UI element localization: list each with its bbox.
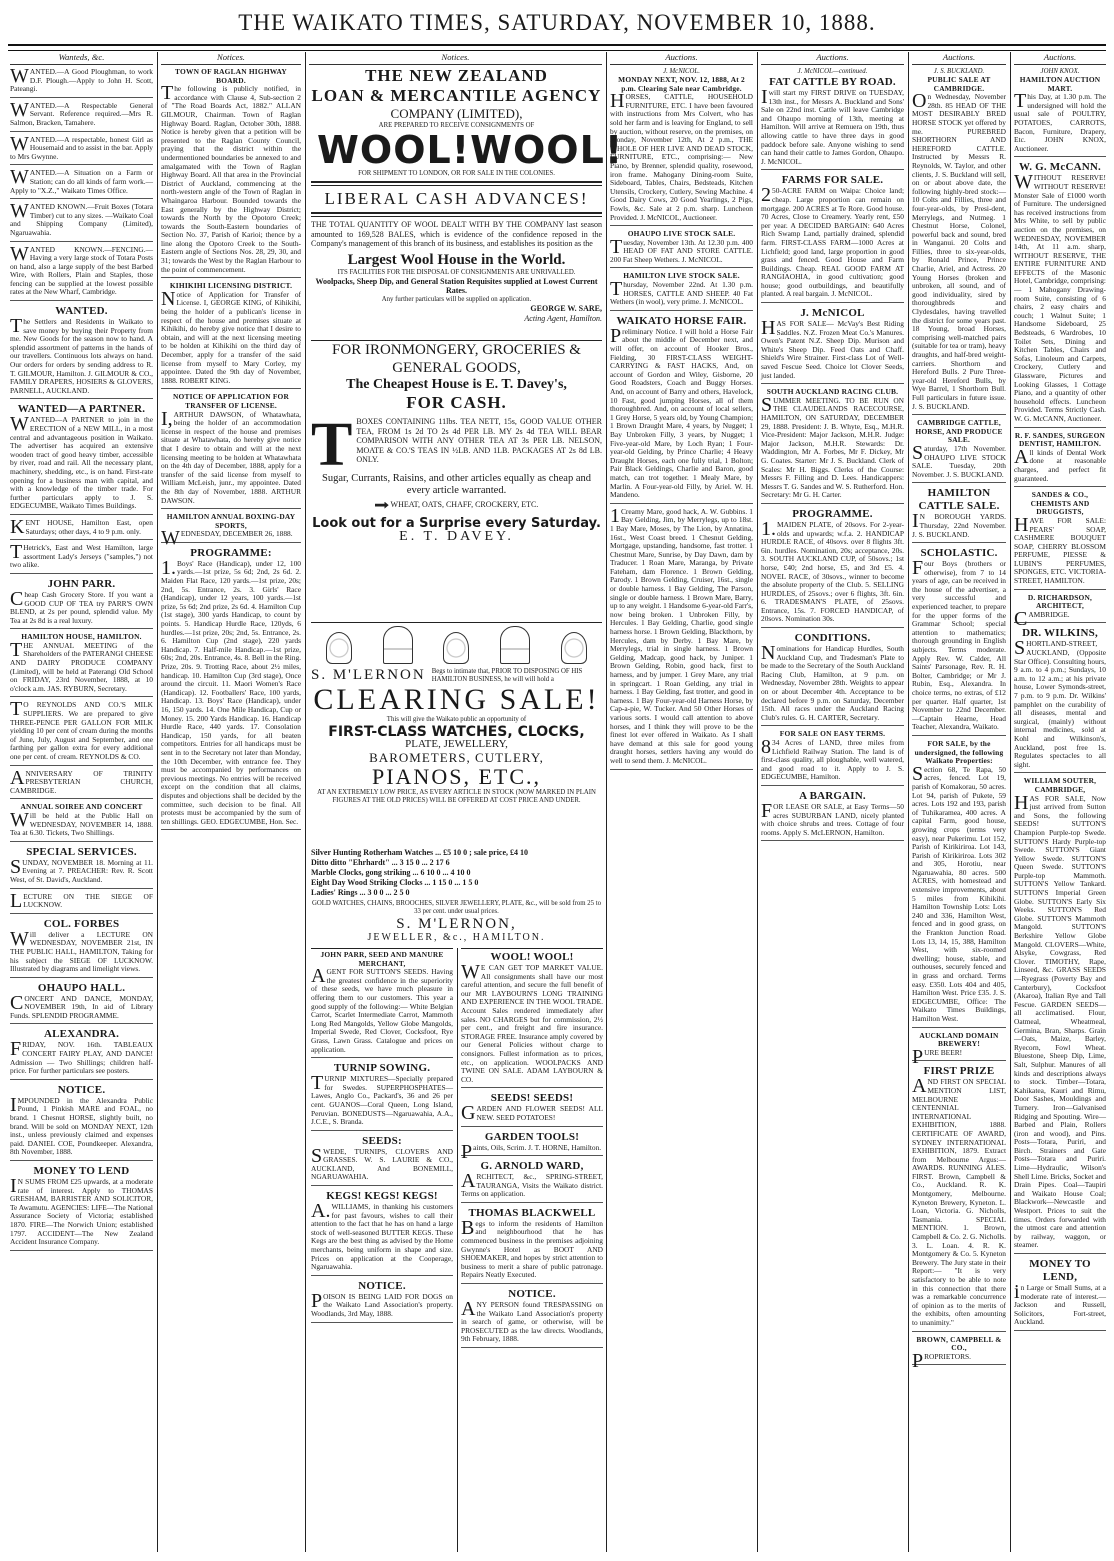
nz-further: Any further particulars will be supplied on application.	[381, 295, 532, 303]
auctioneer-name: J. McNICOL—continued.	[797, 68, 868, 75]
advert-body: Begs to inform the residents of Hamilton and neighbourhood that he has commenced business in the premises adjoining Gwynne's Hotel as BOOT AND SHOEMAKER, and hopes by strict attention to business to merit a share of public patronage. Repairs Neatly Executed.	[461, 1216, 603, 1280]
advert-title: ANNUAL SOIREE AND CONCERT	[20, 802, 143, 812]
advert-title: WANTED.	[55, 305, 108, 318]
advert-body: Notice of Application for Transfer of License. I, GEORGE KING, of Kihikihi, being the holder of a publican's license in respect of the house and premises situate at Kihikihi, do hereby give notice that I desire to obtain, and will at the next licensing meeting to be holden at Kihikihi on the third day of December, apply for a transfer of the said license from myself to Mary Corley, my appointee. Dated the 9th day of November, 1888. ROBERT KING.	[161, 287, 301, 385]
advertisement	[10, 515, 153, 540]
advert-title: TURNIP SOWING.	[333, 1062, 431, 1075]
ad-list	[610, 76, 753, 770]
advert-title: SEEDS! SEEDS!	[490, 1092, 574, 1105]
largest-wool-house: Largest Wool House in the World.	[347, 251, 566, 268]
mlernon-pianos: PIANOS, ETC.,	[371, 763, 541, 789]
watch-icon	[561, 632, 587, 664]
clearing-sale: CLEARING SALE!	[313, 683, 600, 716]
advert-title: OHAUPO LIVE STOCK SALE.	[627, 229, 736, 239]
column-auctions-continued	[761, 52, 904, 1552]
advert-body: WANTED KNOWN.—Fruit Boxes (Totara Timber) cut to any sizes. —Waikato Coal and Shipping Company (Limited), Ngaruawahia.	[10, 200, 153, 237]
advert-title: FARMS FOR SALE.	[781, 174, 884, 187]
advert-body: HORSES, CATTLE, HOUSEHOLD FURNITURE, ETC. I have been favoured with instructions from Mrs Colvert, who has sold her farm and is leaving for England, to sell by auction, without reserve, on the premises, on Monday, November 12th, At 2 p.m., THE WHOLE OF HER LIVE AND DEAD STOCK, FURNITURE, ETC., comprising:— New Piano, by Brenner, splendid quality, rosewood, iron frame. Mahogany Dining-room Suite, Sideboard, Tables, Chairs, Bedsteads, Kitchen Utensils, Crockery, Cutlery, Sewing Machine. 4 Good Dairy Cows, 20 Good Yearlings, 2 Pigs, Fowls, &c. Sale at 2 p.m. sharp. Luncheon Provided. J. McNICOL, Auctioneer.	[610, 90, 753, 222]
price-row: Ditto ditto "Ehrhardt" ... 3 15 0 ... 2 17 6	[311, 858, 450, 867]
advert-title: HAMILTON CATTLE SALE.	[918, 487, 1000, 513]
watch-icon	[443, 632, 469, 664]
advertisement	[10, 578, 153, 629]
advert-title: PUBLIC SALE AT CAMBRIDGE.	[927, 75, 991, 93]
column-auctions-buckland	[912, 52, 1006, 1552]
advert-title: R. F. SANDES, SURGEON DENTIST, HAMILTON.	[1014, 430, 1106, 449]
nz-shipment: FOR SHIPMENT TO LONDON, OR FOR SALE IN THE COLONIES.	[358, 170, 555, 177]
advertisement	[10, 698, 153, 765]
price-rows	[311, 848, 602, 898]
advertisement	[1014, 627, 1106, 773]
advert-title: MONDAY NEXT, NOV. 12, 1888, At 2 p.m. Clearing Sale near Cambridge.	[618, 75, 745, 93]
advert-body: IMPOUNDED in the Alexandra Public Pound, 1 Pinkish MARE and FOAL, no brand. 1 Chesnut HORSE, slightly built, no brand. Will be sold on MONDAY NEXT, 12th inst., unless previously claimed and expenses paid. DANIEL COE, Poundkeeper. Alexandra, 8th November, 1888.	[10, 1093, 153, 1157]
nz-woolpacks: Woolpacks, Sheep Dip, and General Station Requisites supplied at Lowest Current Rates.	[315, 276, 598, 296]
advertisement	[461, 1207, 603, 1284]
advertisement	[1014, 777, 1106, 1254]
advert-body: Saturday, 17th November. OHAUPO LIVE STOCK SALE. Tuesday, 20th November. J. S. BUCKLAND.	[912, 441, 1006, 479]
advertisement	[10, 541, 153, 574]
advert-title: WILLIAM SOUTER, CAMBRIDGE,	[1023, 776, 1097, 794]
liberal-advances: LIBERAL CASH ADVANCES!	[324, 189, 589, 208]
advert-title: G. ARNOLD WARD,	[480, 1160, 584, 1173]
advertisement	[912, 1065, 1006, 1331]
column-rule	[157, 52, 158, 1552]
column-rule	[606, 52, 607, 1552]
advertisement	[761, 388, 904, 504]
advertisement	[912, 547, 1006, 736]
advert-body: 250-ACRE FARM on Waipa: Choice land; cheap. Large proportion can remain on mortgage. 200 ACRES at Te Rore. Good house. 70 Acres, Close to Creamery. Yearly rent, £50 per year. A DECIDED BARGAIN: 640 Acres Rich Swamp Land, partially drained, splendid farm. FIRST-CLASS FARM—1000 Acres at Lichfield; good land, large proportion in good grass and fenced. Good House and Farm Buildings. Cheap. REAL GOOD FARM AT RANGIAOHIA, in good cultivation; good house; good outbuildings, and beautifully planted. A real bargain. J. McNICOL.	[761, 184, 904, 299]
nz-prepared: ARE PREPARED TO RECEIVE CONSIGNMENTS OF	[378, 122, 535, 129]
drop-cap-t: T	[311, 411, 353, 479]
column-notices	[161, 52, 301, 1552]
advertisement	[610, 272, 753, 310]
auctioneer-name: JOHN KNOX.	[1040, 68, 1080, 75]
ad-list	[761, 76, 904, 841]
advertisement	[912, 740, 1006, 1028]
mlernon-reduction: AT AN EXTREMELY LOW PRICE, AS EVERY ARTICLE IN STOCK (NOW MARKED IN PLAIN FIGURES AT THE OLD PRICES) WILL BE OFFERED AT COST PRICE AND UNDER.	[317, 788, 596, 804]
advertisement	[10, 1028, 153, 1079]
nz-signature: GEORGE W. SARE,	[530, 303, 602, 313]
davey-ironmongery: FOR IRONMONGERY, GROCERIES & GENERAL GOODS,	[332, 342, 581, 376]
column-heading: Wanteds, &c.	[10, 52, 153, 65]
advert-title: DR. WILKINS,	[1022, 627, 1098, 640]
advert-title: JOHN PARR, SEED AND MANURE MERCHANT,	[320, 950, 444, 968]
advert-title: ALEXANDRA.	[43, 1028, 120, 1041]
nz-signature-title: Acting Agent, Hamilton.	[524, 313, 602, 323]
advertisement	[10, 242, 153, 302]
advert-body: Nominations for Handicap Hurdles, South Auckland Cup, and Tradesman's Plate to be made to the Secretary of the South Auckland Racing Club, Hamilton, at 9 p.m. on Wednesday, November 28th. Weights to appear on or about December 4th. Acceptance to be declared before 9 p.m. on Saturday, December 15th. All races under the Auckland Racing Club's rules. G. H. CARTER, Secretary.	[761, 642, 904, 722]
column-rule	[305, 52, 306, 1552]
advertisement	[761, 307, 904, 384]
nz-company: COMPANY (LIMITED),	[390, 106, 523, 121]
advert-body: WITHOUT RESERVE! WITHOUT RESERVE! Monster Sale of £1000 worth of Furniture. The undersigned has received instructions from Mrs White, to sell by public auction on the premises, on WEDNESDAY, NOVEMBER 14th, At 11 a.m. sharp, WITHOUT RESERVE, THE ENTIRE FURNITURE AND EFFECTS of the Masonic Hotel, Cambridge, comprising:— 1 Mahogany Drawing-room Suite, consisting of 6 chairs, 2 easy chairs and couch; 1 Walnut Suite; 1 Handsome Sideboard, 25 Bedsteads, 6 Wardrobes, 10 Toilet Sets, Dining and Kitchen Tables, Chairs and Sofas, Linoleum and Carpets, Crockery, Cutlery and Glassware, Pictures and Looking Glasses, 1 Cottage Piano, and a quantity of other household effects. Luncheon Provided. Terms Strictly Cash. W. G. McCANN, Auctioneer.	[1014, 171, 1106, 423]
nz-facilities: ITS FACILITIES FOR THE DISPOSAL OF CONSIGNMENTS ARE UNRIVALLED.	[337, 268, 576, 276]
advert-body: 1Creamy Mare, good hack, A. W. Gubbins. 1 Bay Gelding, Jim, by Merrylegs, up to 18st. 1 Bay Mare, Moses, by The Lion, by Annatina, 16st., West Coast breed. 1 Chesnut Gelding, Mortgage, upstanding, handsome, fast trotter. 1 Chestnut Mare, Sunrise, by Day Dawn, dam by Traducer. 1 Roan Mare, Maranga, by Private Fateham, dam Florence. 1 Brown Gelding, Parody. 1 Brown Gelding, Cruiser, 16st., single or double harness. 1 Bay Gelding, The Parson, single or double harness. 1 Brown Mare, Barry, up to any weight. 1 Handsome 6-year-old Farr's, now being broken. 1 Unbroken Filly, by Hercules. 1 Bay Gelding, Charlie, good single harness horse. 1 Brown Gelding, Blackthorn, by Hercules, dam by Derby. 1 Bay Mare, by Merrylegs, trial in single harness. 1 Brown Gelding, Madcap, good hack, by Juniper. 1 Brown Gelding, Robin, good hack, first to harness, and by jumper. 1 Grey Mare, any trial in springcart. 1 Roan Gelding, any trial in harness. 1 Bay Gelding, fast trotter, and good in harness. 1 Bay Four-year-old Harness Horse, by Cap-a-pie, W. Tucker. And 50 Other Horses of various sorts. I would call attention to above horses, and I think they will prove to be the finest lot ever offered in Waikato. As I shall have demand at this sale for good young draught horses, settlers having any would do well to send them. J. McNICOL.	[610, 504, 754, 765]
ad-list	[912, 75, 1006, 1372]
advert-title: SPECIAL SERVICES.	[26, 845, 137, 858]
advert-body: 1.MAIDEN PLATE, of 20sovs. For 2-year-olds and upwards; w.f.a. 2. HANDICAP HURDLE RACE, of 40sovs. over 8 flights 3ft. 6in. hurdles. Nomination, 20s; acceptance, 20s. 3. SOUTH AUCKLAND CUP, of 50sovs.; 1st horse, £40; 2nd horse, £5, and 3rd £5. 4. NOVEL RACE, of 30sovs., winner to become the absolute property of the Club. 5. SELLING HURDLES, of 25sovs.; over 6 flights, 3ft. 6in. 6. TRADESMAN'S PLATE, of 25sovs. Entrance, 15s. 7. FORCED HANDICAP, of 20sovs. Nomination 30s.	[761, 517, 904, 624]
advert-body: AND FIRST ON SPECIAL MENTION LIST, MELBOURNE CENTENNIAL INTERNATIONAL EXHIBITION, 1888. CERTIFICATE OF AWARD, SYDNEY INTERNATIONAL EXHIBITION, 1879. Extract from Melbourne Argus:— AWARDS. RUNNING ALES. FIRST. Brown, Campbell & Co., Auckland. R. K. Montgomery, Melbourne. Kyneton Brewery, Kyneton. L. Loan, Victoria. G. Nicholls, Tasmania. SPECIAL MENTION. 1. Brown, Campbell & Co. 2. G. Nicholls. 3. L. Loan. 4. R. K. Montgomery & Co. 5. Kyneton Brewery. The Jury state in their Report:— "It is very satisfactory to be able to note in this connection that there was a remarkable concurrence of opinion as to the merits of the exhibits, often amounting to unanimity."	[912, 1075, 1006, 1327]
advert-body: WANTED.—A Good Ploughman, to work D.F. Plough.—Apply to John H. Scott, Pateangi.	[10, 65, 153, 94]
advertisement	[912, 1030, 1006, 1068]
advert-body: in Large or Small Sums, at a moderate rate of interest.—Jackson and Russell, Solicitors, Fort-street, Auckland.	[1014, 1281, 1106, 1327]
mlernon-begs: Begs to intimate that, PRIOR TO DISPOSING OF HIS HAMILTON BUSINESS, he will will hold a	[431, 667, 583, 683]
advertisement	[311, 951, 453, 1058]
advert-body: ARCHITECT, &c., SPRING-STREET, TAURANGA, Visits the Waikato district. Terms on application.	[461, 1170, 603, 1199]
advert-body: I,ARTHUR DAWSON, of Whatawhata, being the holder of an accommodation license in respect of the house and premises situate at Whatawhata, do hereby give notice that I desire to obtain and will at the next licensing meeting to be holden at Whatawhata on the 4th day of December, 1888, apply for a transfer of the said license from myself to William McLeish, junr., my appointee. Dated the 8th day of November, 1888. ARTHUR DAWSON.	[161, 407, 301, 505]
advert-body: TO REYNOLDS AND CO.'S MILK SUPPLIERS. We are prepared to give THREE-PENCE PER GALLON FOR MILK yielding 10 per cent of cream during the months of June, July, August and September, and one farthing per gallon extra for every additional one per cent. of cream. REYNOLDS & CO.	[10, 698, 153, 761]
nz-loan-advert	[311, 66, 624, 336]
advertisement	[10, 403, 153, 515]
advert-title: JOHN PARR.	[47, 577, 116, 590]
davey-cheapest: The Cheapest House is E. T. Davey's,	[346, 377, 567, 392]
column-rule	[457, 948, 458, 1552]
mlernon-signature: S. M'LERNON,	[396, 916, 517, 932]
advert-body: POISON IS BEING LAID FOR DOGS on the Waikato Land Association's property. Woodlands, 3rd May, 1888.	[311, 1289, 453, 1318]
advert-title: FIRST PRIZE	[923, 1065, 995, 1078]
advertisement	[610, 230, 753, 268]
advert-body: WANTED—A PARTNER to join in the ERECTION of a NEW MILL, in a most central and advantageous position in Waikato. The advertiser has acquired an extensive wooden tract of good heavy timber, accessible by river, road and rail. All the necessary plant, machinery, shedding, etc., is on hand. First-rate opening for a business man with capital, and with a knowledge of the timber trade. For further particulars apply to J. S. EDGECUMBE, Waikato Times Buildings.	[10, 413, 153, 511]
advert-body: Preliminary Notice. I will hold a Horse Fair about the middle of December next, and will offer, on account of Hooker Bros., Fielding, 30 FIRST-CLASS WEIGHT-CARRYING & FAST HACKS, And, on account of Gordon and Wiley, Gisborne, 20 Good Roadsters, Coach and Buggy Horses. And, on account of Barry and others, Havelock, 10 Fast, good jumping Horses, all of them thoroughbred. And, on account of local sellers, 1 Grey Horse, 5 years old, by Young Champion; 1 Brown Draught Mare, 4 years, by Nugget; 1 Bay Unbroken Filly, 3 years, by Nugget; 1 Five-year-old Mare, by Loch Ryan; 1 Four-year-old Gelding, by Prince Charlie; 4 Heavy Draught Horses, each one fully trial, 1 Bolton; Pair Black Geldings, Charlie and Baron, good match, can trot together. 1 Mealy Mare, by Marlin. A Four-year-old Filly, by Ariel. W. H. Mandeno.	[610, 324, 753, 500]
advert-body: A.WILLIAMS, in thanking his customers for past favours, wishes to call their attention to the fact that he has on hand a large stock of well-seasoned BUTTER KEGS. These Kegs are the best thing as advised by the Home merchants, being uniform in shape and size. Prices on application at the Cooperage, Ngaruawahia.	[311, 1200, 453, 1272]
advert-body: THE ANNUAL MEETING of the Shareholders of the PATERANGI CHEESE AND DAIRY PRODUCE COMPANY (Limited), will be held at Paterangi Old School on FRIDAY, 23rd November, 1888, at 10 o'clock a.m. JAS. RYBURN, Secretary.	[10, 638, 153, 693]
price-row: Marble Clocks, gong striking ... 6 10 0 ... 4 10 0	[311, 868, 471, 877]
advert-title: TOWN OF RAGLAN HIGHWAY BOARD.	[175, 67, 287, 85]
mlernon-plate: PLATE, JEWELLERY,	[405, 738, 508, 750]
advert-body: CONCERT AND DANCE, MONDAY, NOVEMBER 19th, In aid of Library Funds. SPLENDID PROGRAMME.	[10, 991, 153, 1020]
advert-body: PURE BEER!	[912, 1045, 963, 1068]
davey-for-cash: FOR CASH.	[406, 393, 507, 412]
advertisement	[10, 132, 153, 166]
ad-list	[1014, 76, 1106, 1331]
advert-body: ANY PERSON found TRESPASSING on the Waikato Land Association's property in search of game, or otherwise, will be PROSECUTED as the law directs. Woodlands, 9th February, 1888.	[461, 1298, 603, 1344]
advertisement	[461, 1092, 603, 1126]
mlernon-name: S. M'LERNON	[311, 667, 426, 683]
advert-body: WANTED KNOWN.—FENCING.—Having a very large stock of Totara Posts on hand, also a large supply of the best Barbed Wire, with Rollers, Plain and Staples, those fencing can be supplied at the lowest possible rates at the New Wharf, Cambridge.	[10, 242, 153, 297]
advert-body: KENT HOUSE, Hamilton East, open Saturdays; other days, 4 to 9 p.m. only.	[10, 515, 153, 538]
advert-body: Tuesday, November 13th. At 12.30 p.m. 400 HEAD OF FAT AND STORE CATTLE. 200 Fat Sheep Wethers. J. McNICOL.	[610, 235, 753, 264]
watches-illustration	[311, 626, 602, 664]
advert-body: CAMBRIDGE.	[1014, 607, 1070, 630]
davey-body: BOXES CONTAINING 11lbs. TEA NETT, 15s, GOOD VALUE OTHER TEA, FROM 1s 2d TO 2s 4d PER LB. MY 2s 4d TEA WILL BEAR COMPARISON WITH ANY OTHER TEA AT 3s PER LB. NELSON, MOATE & CO.'S TEAS IN ½LB. AND 1LB. PACKAGES AT 2s 8d LB. ONLY.	[356, 417, 602, 465]
advertisement	[461, 951, 603, 1088]
davey-signature: E. T. DAVEY.	[399, 528, 514, 544]
advert-body: HAS FOR SALE, Now just arrived from Sutton and Sons, the following SEEDS! SUTTON'S Champion Purple-top Swede. SUTTON'S Hardy Purple-top Swede. SUTTON'S Giant Yellow Swede. SUTTON'S Queen Swede. SUTTON'S Purple-top Mammoth. SUTTON'S Yellow Tankard. SUTTON'S Imperial Green Globe. SUTTON'S Early Six Weeks. SUTTON'S Red Globe. SUTTON'S Mammoth Mangold. SUTTON'S Berkshire Yellow Globe Mangold. CLOVERS—White, Alsyke, Cowgrass, Red Clover. TIMOTHY, Rape, Linseed, &c. GRASS SEEDS—Ryegrass (Poverty Bay and Canterbury), Cocksfoot (Akaroa), Italian Rye and Tall Fescue. GARDEN SEEDS—all acclimatised. Flour, Oatmeal, Wheatmeal, Germina, Bran, Sharps. Grain—Oats, Maize, Barley, Ryecorn, Fowl Wheat. Bluestone, Sheep Dip, Lime, Salt, Sulphur. Manures of all kinds and descriptions always to stock. Timber—Totara, Kahikatea, Kauri and Rimu, Door Sashes, Mouldings and Turnery. Iron—Galvanised Ridging and Spouting. Wire—Barbed and Plain, Rollers (iron and wood), and Pins. Posts—Totara, Puriri, and Birch. Strainers and Gate Posts—Totara and Puriri. Lime—Hydraulic, Wilson's Shell Lime. Bricks, Socket and Drain Pipes. Coal—Taupiri and Waikato House Coal; Blackwork—Newcastle and Westport. Prices to suit the times. Orders forwarded with the utmost care and attention by railway, waggon, or steamer.	[1014, 791, 1106, 1250]
advertisement	[311, 1135, 453, 1186]
advertisement	[1014, 592, 1106, 630]
advert-body: 1.Boys' Race (Handicap), under 12, 100 yards.—1st prize, 5s 6d; 2nd, 2s 6d. 2. Maiden Flat Race, 120 yards.—1st prize, 20s; 2nd, 5s. Entrance, 2s. 3. Girls' Race (Handicap), under 12 years, 100 yards.—1st prize, 5s 6d; 2nd prize, 2s 6d. 4. Hamilton Cup (1st stage), 300 yards Handicap, to count by points. 5. Handicap Hurdle Race, 120yds, 6 hurdles.—1st prize, 20s; 2nd, 5s. Entrance, 2s. 6. Hamilton Cup (2nd stage), 220 yards Handicap. 7. Half-mile Handicap.—1st prize, 60s; 2nd, 20s. Entrance, 4s. 8. Bell in the Ring. Prize, 20s. 9. Trotting Race, about 2½ miles, handicap. 10. Hamilton Cup (3rd stage), Once around the circuit. 11. Maori Women's Race (Handicap). 12. Footballers' Race, 100 yards, Handicap. 13. Boys' Race (Handicap), under 16, 150 yards. 14. One Mile Handicap, Cup or Money. 15. 200 Yards Handicap. 16. Handicap Hurdle Race, 440 yards. 17. Consolation Handicap, 150 yards, for all beaten competitors. Entries for all handicaps must be sent in to the Secretary not later than Monday, the 10th December, with entrance fee. They must be accompanied by performances on previous meetings. No entries will be received except on the condition that all claims, disputes and objections shall be decided by the committee, such decision to be final. All protests must be accompanied by the sum of ten shillings. GEO. EDGECUMBE, Hon. Sec.	[161, 556, 301, 826]
advertisement	[161, 282, 301, 389]
advertisement	[912, 487, 1006, 543]
advert-title: MONEY TO LEND	[33, 1165, 130, 1177]
advert-title: GARDEN TOOLS!	[484, 1130, 580, 1143]
mlernon-opportunity: This will give the Waikato public an opportunity of	[386, 716, 527, 723]
mlernon-address: JEWELLER, &c., HAMILTON.	[367, 932, 546, 943]
masthead: THE WAIKATO TIMES, SATURDAY, NOVEMBER 10, 1888.	[238, 10, 876, 35]
advert-title: WOOL! WOOL!	[490, 951, 574, 963]
advert-body: Cheap Cash Grocery Store. If you want a GOOD CUP OF TEA try PARR'S OWN BLEND, at 2s per pound, splendid value. My Tea at 2s 8d is a real luxury.	[10, 587, 153, 625]
advert-body: 834 Acres of LAND, three miles from Lichfield Railway Station. The land is of first-class quality, all ploughable, well watered, and good road to it. Apply to J. S. EDGECUMBE, Hamilton.	[761, 736, 904, 782]
advert-body: SUNDAY, NOVEMBER 18. Morning at 11. Evening at 7. PREACHER: Rev. R. Scott West, of St. David's, Auckland.	[10, 855, 153, 884]
advertisement	[10, 918, 153, 978]
column-seeds	[311, 948, 453, 1555]
advert-body: WANTED.—A Respectable General Servant. Reference required.—Mrs R. Salmon, Bracken, Tamahere.	[10, 98, 153, 127]
advert-title: HAMILTON AUCTION MART.	[1019, 75, 1101, 93]
pointing-hand-icon	[375, 502, 389, 509]
advertisement	[761, 790, 904, 841]
advertisement	[912, 76, 1006, 415]
column-auctions-mcnicol	[610, 52, 753, 1552]
advert-body: LECTURE ON THE SIEGE OF LUCKNOW.	[10, 889, 153, 912]
advert-body: Will be held at the Public Hall on WEDNESDAY, NOVEMBER 14, 1888. Tea at 6.30. Tickets, Two Shillings.	[10, 808, 153, 838]
advertisement	[10, 633, 153, 697]
advert-body: AGENT FOR SUTTON'S SEEDS. Having the greatest confidence in the superiority of these seeds, we have much pleasure in offering them to our customers. This year a good supply of the following:— White Belgian Carrot, Scarlet Intermediate Carrot, Mammoth Long Red Mangolds, Yellow Globe Mangolds, Imperial Swede, Red Clover, Cocksfoot, Rye Grass, Lawn Grass. Catalogue and prices on application.	[311, 965, 453, 1054]
advertisement	[10, 166, 153, 199]
auctioneer-name: J. McNICOL.	[663, 68, 700, 75]
advertisement	[610, 315, 753, 504]
advert-title: AUCKLAND DOMAIN BREWERY!	[919, 1030, 999, 1049]
advertisement	[1014, 76, 1106, 157]
advertisement	[761, 76, 904, 170]
price-row: Eight Day Wood Striking Clocks ... 1 15 0 ... 1 5 0	[311, 878, 479, 887]
advert-body: GARDEN AND FLOWER SEEDS! ALL NEW. SEED POTATOES!	[461, 1102, 603, 1125]
advert-title: PROGRAMME.	[792, 507, 873, 520]
advert-title: NOTICE.	[57, 1083, 106, 1096]
advert-title: COL. FORBES	[43, 917, 120, 930]
advert-body: PROPRIETORS.	[912, 1349, 972, 1372]
ad-list	[10, 65, 153, 1251]
advertisement	[1014, 161, 1106, 427]
column-heading: Notices.	[161, 52, 301, 65]
column-heading: Auctions.	[912, 52, 1006, 65]
advert-body: Thursday, November 22nd. At 1.30 p.m. HORSES, CATTLE AND SHEEP. 40 Fat Wethers (in wool), very prime. J. McNICOL.	[610, 278, 753, 307]
advert-title: CAMBRIDGE CATTLE, HORSE, AND PRODUCE SALE.	[915, 418, 1003, 445]
column-heading: Auctions.	[761, 52, 904, 65]
mlernon-advert	[311, 622, 602, 848]
column-rule	[908, 52, 909, 1552]
advert-body: All kinds of Dental Work done at reasonable charges, and perfect fit guaranteed.	[1014, 445, 1106, 483]
advert-body: SHORTLAND-STREET, AUCKLAND, (Opposite Star Office). Consulting hours, 9 a.m. to 4 p.m.; Sundays, 10 a.m. to 12 a.m.; at his private house, Lower Symonds-street, 7 p.m. to 9 p.m. Dr. Wilkins' pamphlet on the curability of all diseases, mental and surgical, (mainly) without internal medicines, sold at Kohl and Wilkinson's, Auckland, post free 1s. Regulates spectacles to all sight.	[1014, 637, 1106, 769]
advert-title: FAT CATTLE BY ROAD.	[769, 76, 896, 88]
price-row: Silver Hunting Rotherham Watches ... £5 10 0 ; sale price, £4 10	[311, 848, 529, 857]
nz-body: THE TOTAL QUANTITY OF WOOL DEALT WITH BY THE COMPANY last season amounted to 169,528 BALES, which is evidence of the confidence reposed in the Company's management of this branch of its business, and establishes its position as the	[311, 220, 602, 249]
advert-body: SUMMER MEETING. TO BE RUN ON THE CLAUDELANDS RACECOURSE, HAMILTON, ON SATURDAY, DECEMBER 29, 1888. President: J. B. Whyte, Esq., M.H.R. Vice-President: Major Jackson, M.H.R. Judge: Major Jackson, M.H.R. Stewards: Dr. Waddington, Mr A. Forbes, Mr F. Dickey, Mr G. Coates. Starter: Mr J. S. Buckland. Clerk of Scales: Mr H. Biggs. Clerks of the Course: Messrs F. Filling and D. Lees. Handicappers: Messrs T. G. Sandes and W. S. Rutherford. Hon. Secretary: Mr G. H. Carter.	[761, 393, 905, 500]
nz-title-2: LOAN & MERCANTILE AGENCY	[311, 86, 602, 105]
advertisement	[10, 200, 153, 241]
advert-body: On Wednesday, November 28th. 85 HEAD OF THE MOST DESIRABLY BRED HORSE STOCK yet offered by me. PUREBRED SHORTHORN AND HEREFORD CATTLE. Instructed by Messrs R. Reynolds, W. Taylor, and other clients, J. S. Buckland will sell, on or about above date, the following highly-bred stock:— 10 Colts and Fillies, three and four-year-olds, by Presi-dent, Merrylegs, and Nutmeg. 1 Chestnut Horse, Colonel, powerful back and sound, bred in Wanganui. 20 Colts and Fillies, three to six-year-olds, by Ronald Prince, Prince Charlie, Ariel, and Actress. 20 Young Horses (broken and unbroken, all sound, and of good individuality, sired by thoroughbreds and Clydesdales, having travelled the district for some years past. 18 Young, broad Horses, comprising well-matched pairs (suitable for tea or tram), heavy draughts, and half-bred weight-carriers. Shorthorn and Hereford Bulls. 2 Pure Three-year-old Hereford Bulls, by Wye Barrel, 1 Shorthorn Bull. Full particulars in future issue. J. S. BUCKLAND.	[912, 90, 1006, 411]
advert-body: THetrick's, East and West Hamilton, large assortment Lady's Jerseys ("samples,") not two alike.	[10, 541, 153, 570]
advertisement	[161, 512, 301, 550]
advertisement	[10, 846, 153, 889]
advert-body: WANTED.—A Situation on a Farm or Station; can do all kinds of farm work.—Apply to "X.Z.," Waikato Times Office.	[10, 166, 153, 195]
column-wool-seeds	[461, 948, 603, 1555]
mlernon-watches: FIRST-CLASS WATCHES, CLOCKS,	[328, 724, 585, 740]
advertisement	[161, 547, 301, 830]
advert-body: IN SUMS FROM £25 upwards, at a moderate rate of interest. Apply to THOMAS GRESHAM, BARRISTER AND SOLICITOR, Te Awamutu. AGENCIES: LIFE—The National Assurance Society of Victoria; established 1870. FIRE—The Norwich Union; established 1797. ACCIDENT—The New Zealand Accident Insurance Company.	[10, 1175, 153, 1247]
davey-lookout: Look out for a Surprise every Saturday.	[312, 515, 601, 531]
advertisement	[610, 76, 753, 226]
price-row: Ladies' Rings ... 3 0 0 ... 2 5 0	[311, 888, 410, 897]
advert-title: FOR SALE ON EASY TERMS.	[779, 729, 886, 739]
advertisement	[10, 305, 153, 399]
column-heading: Auctions.	[610, 52, 753, 65]
advertisement	[10, 889, 153, 914]
advert-body: The following is publicly notified, in accordance with Clause 4, Sub-section 2 of "The Road Boards Act, 1882." ALLAN GILMOUR, Chairman. Town of Raglan Highway Board. Raglan, October 30th, 1888. Notice is hereby given that a petition will be presented to the Raglan County Council, praying that the district within the undermentioned boundaries be annexed to and amalgamated with the Town of Raglan Highway Board. All that area in the Provincial District of Auckland, commencing at the north-western angle of the Town of Raglan in Whaingaroa Harbour. Bounded towards the East generally by the Highway District; towards the North by the Opotoro Creek; towards the South-Eastern boundaries of Section No. 37, Parish of Karioi; thence by a line along the Opotoro Creek to the South-Eastern angle of Sections Nos. 28, 29, 30, and 31; towards the West by the Raglan Harbour to the point of commencement.	[161, 82, 301, 274]
advert-body: HAVE FOR SALE: PEARS' SOAP, CASHMERE BOUQUET SOAP, CHERRY BLOSSOM PERFUME, PIESSE & LUBIN'S PERFUMES, SPONGES, ETC. VICTORIA-STREET, HAMILTON.	[1014, 513, 1106, 586]
clock-icon	[383, 626, 413, 664]
davey-wheat: WHEAT, OATS, CHAFF, CROCKERY, ETC.	[390, 500, 539, 509]
column-rule	[1010, 52, 1011, 1552]
advert-body: TURNIP MIXTURES—Specially prepared for Swedes. SUPERPHOSPHATES—Lawes, Anglo Co., Packard's, 36 and 26 per cent. GUANOS—Coral Queen, Long Island, Peruvian. BONEDUSTS—Ngaruawahia, A.A., J.C.E., S. Branda.	[311, 1072, 453, 1127]
advert-title: NOTICE.	[358, 1279, 406, 1292]
advert-body: The Settlers and Residents in Waikato to save money by buying their Property from me. New Goods for the season now to hand. A splendid assortment of patterns in the hands of our travellers. Continuous lots always on hand. Our orders for orders by sending address to R. T. GILMOUR, Hamilton. J. GILMOUR & CO., FAMILY DRAPERS, HOSIERS & GLOVERS, PARNELL, AUCKLAND.	[10, 315, 153, 395]
advert-title: HAMILTON LIVE STOCK SALE.	[623, 271, 740, 281]
advert-body: This Day, at 1.30 p.m. The undersigned will hold the usual sale of POULTRY, POTATOES, CARROTS, Bacon, Furniture, Drapery, Etc. JOHN KNOX, Auctioneer.	[1014, 90, 1106, 153]
advertisement	[761, 730, 904, 786]
advertisement	[10, 98, 153, 132]
wool-headline: WOOL!	[470, 128, 624, 172]
ad-list	[161, 68, 301, 830]
ad-list	[461, 951, 603, 1348]
clock-icon	[500, 626, 530, 664]
advert-title: BROWN, CAMPBELL & CO.,	[916, 1334, 1002, 1353]
advertisement	[461, 1130, 603, 1163]
advert-body: SWEDE, TURNIPS, CLOVERS AND GRASSES. W. S. LAURIE & CO., AUCKLAND, And BONEMILL, NGARUAWAHIA.	[311, 1144, 453, 1182]
column-rule	[757, 52, 758, 1552]
mlernon-prices	[311, 848, 602, 944]
mlernon-gold: GOLD WATCHES, CHAINS, BROOCHES, SILVER JEWELLERY, PLATE, &c., will be sold from 25 to 33 per cent. under usual prices.	[311, 900, 602, 915]
advertisement	[10, 1084, 153, 1161]
advert-body: Will deliver a LECTURE ON WEDNESDAY, NOVEMBER 21st, IN THE PUBLIC HALL, HAMILTON, Taking for his subject the SIEGE OF LUCKNOW. Illustrated by diagrams and limelight views.	[10, 927, 153, 974]
davey-sugar: Sugar, Currants, Raisins, and other articles equally as cheap and every article warranted.	[321, 473, 591, 496]
advert-title: A BARGAIN.	[799, 789, 866, 802]
column-heading: Notices.	[309, 52, 602, 65]
masthead-rule	[8, 44, 1106, 51]
advert-title: KEGS! KEGS! KEGS!	[326, 1190, 438, 1203]
davey-advert	[311, 340, 602, 621]
advertisement	[311, 1280, 453, 1323]
advertisement	[1014, 1258, 1106, 1331]
advertisement	[311, 1062, 453, 1131]
wool-headline: WOOL!	[317, 128, 471, 172]
mlernon-barometers: BAROMETERS, CUTLERY,	[369, 749, 544, 765]
advert-body: WANTED.—A respectable, honest Girl as Housemaid and to assist in the bar. Apply to Mrs Gwynne.	[10, 132, 153, 161]
advert-title: NOTICE OF APPLICATION FOR TRANSFER OF LICENSE.	[172, 392, 290, 410]
advertisement	[461, 1160, 603, 1203]
advert-title: SCHOLASTIC.	[920, 547, 998, 560]
advertisement	[761, 174, 904, 303]
column-heading: Auctions.	[1014, 52, 1106, 65]
advert-body: WE CAN GET TOP MARKET VALUE. All consignments shall have our most careful attention, and secure the full benefit of our MR LAYBOURN'S LONG TRAINING AND EXPERIENCE IN THE WOOL TRADE. Account Sales rendered immediately after sales. NO CHARGES but for commission, 2½ per cent., and freight and fire insurance. STORAGE FREE. Insurance amply covered by our General Policies without charge to consignors. Fullest information as to prices, etc., on application. WOOLPACKS AND TWINE ON SALE. ADAM LAYBOURN & CO.	[461, 961, 603, 1084]
advert-title: OHAUPO HALL.	[37, 981, 126, 994]
advertisement	[10, 803, 153, 841]
advertisement	[10, 766, 153, 800]
advert-title: MONEY TO LEND,	[1029, 1258, 1091, 1283]
advert-body: HAS FOR SALE— McVay's Best Riding Saddles. N.Z. Frozen Meat Co.'s Manures. Owen's Patent N.Z. Sheep Dip. Murison and White's Sheep Dip. Feed Oats and Chaff. Shield's Wire Strainer. First-class Lot of Well-saved Fescue Seed. Choice lot Clover Seeds, just landed.	[761, 317, 904, 380]
advert-body: FOR LEASE OR SALE, at Easy Terms—50 acres SUBURBAN LAND, nicely planted with choice shrubs and trees. Cottage of four rooms. Apply S. McLERNON, Hamilton.	[761, 799, 904, 837]
advert-title: SOUTH AUCKLAND RACING CLUB.	[766, 387, 899, 397]
advert-title: WANTED—A PARTNER.	[17, 403, 146, 416]
advert-title: PROGRAMME:	[190, 546, 272, 559]
advertisement	[610, 504, 754, 770]
advertisement	[1014, 432, 1106, 488]
advertisement	[311, 1190, 453, 1276]
watch-icon	[326, 632, 352, 664]
advert-title: W. G. McCANN.	[1019, 161, 1101, 174]
advertisement	[912, 1334, 1006, 1372]
advertisement	[10, 65, 153, 98]
advert-title: FOR SALE, by the undersigned, the following Waikato Properties:	[914, 738, 1004, 766]
advert-body: WEDNESDAY, DECEMBER 26, 1888.	[161, 527, 293, 550]
column-auctions-knox	[1014, 52, 1106, 1552]
nz-title: THE NEW ZEALAND	[365, 66, 548, 85]
ad-list	[311, 951, 453, 1323]
column-wanteds	[10, 52, 153, 1552]
advertisement	[10, 982, 153, 1025]
advert-body: Iwill start my FIRST DRIVE on TUESDAY, 13th inst., for Messrs A. Buckland and Sons' Sale on 22nd inst. Cattle will leave Cambridge and Ohaupo morning of 13th, meeting at Hamilton. Will arrive at Remuera on 19th, thus allowing cattle to have three days in good paddock before sale. Anyone wishing to send can hand their cattle to James Gordon, Ohaupo. J. McNICOL.	[761, 86, 904, 166]
advert-title: WAIKATO HORSE FAIR.	[616, 314, 747, 327]
advert-body: ANNIVERSARY OF TRINITY PRESBYTERIAN CHURCH, CAMBRIDGE.	[10, 766, 153, 795]
advertisement	[161, 393, 301, 509]
advert-title: D. RICHARDSON, ARCHITECT,	[1027, 592, 1093, 611]
advert-title: THOMAS BLACKWELL	[468, 1206, 596, 1219]
advertisement	[1014, 491, 1106, 590]
advert-title: HAMILTON ANNUAL BOXING-DAY SPORTS,	[166, 512, 296, 530]
advert-title: NOTICE.	[508, 1288, 556, 1301]
advert-title: CONDITIONS.	[794, 632, 871, 645]
advert-body: IN BOROUGH YARDS. Thursday, 22nd November. J. S. BUCKLAND.	[912, 510, 1006, 539]
advert-body: Section 68, Te Rapa, 50 acres, fenced. Lot 19, parish of Komakorau, 50 acres. Lot 94, parish of Pukete, 59 acres. Lots 192 and 193, parish of Tuhikaramea, 400 acres. A capital Farm, good house, growing crops (terms very easy), near Pukerimu. Lot 152, Parish of Kirikiriroa. Lot 143, Parish of Kirikiriroa. Lots 302 and 305, Horotiu, near Ngaruawahia, 80 acres. 500 ACRES, with homestead and extensive improvements, about 5 miles from Kihikihi. Hamilton Township Lots: Lots 240 and 336, Hamilton West, fenced and in good grass, on the Frankton Junction Road. Lots 13, 14, 15, 388, Hamilton West, with six-roomed dwelling; house, stable, and outhouses, securely fenced and in grass and orchard. Terms easy. £350. Lots 404 and 405, Hamilton West. Price £35. J. S. EDGECUMBE, Office: The Waikato Times Buildings, Hamilton West.	[912, 762, 1006, 1023]
advert-title: SANDES & CO., CHEMISTS AND DRUGGISTS,	[1030, 490, 1090, 517]
advert-body: Paints, Oils, Scrim. J. T. HORNE, Hamilton.	[461, 1140, 602, 1163]
advert-title: KIHIKIHI LICENSING DISTRICT.	[169, 281, 293, 291]
auctioneer-name: J. S. BUCKLAND.	[933, 68, 985, 75]
advertisement	[761, 632, 904, 726]
advert-title: SEEDS:	[362, 1134, 402, 1147]
advert-title: HAMILTON HOUSE, HAMILTON.	[21, 632, 142, 642]
advertisement	[761, 508, 904, 628]
advertisement	[161, 68, 301, 278]
advert-body: Four Boys (brothers or otherwise), from 7 to 14 years of age, can be received in the house of the advertiser, a very successful and experienced teacher, to prepare for the upper forms of the Grammar School; special attention to mathematics; thorough grounding in English subjects. Terms moderate. Apply Rev. W. Calder, All Saints' Parsonage, Rev. R. H. Bolter, Cambridge; or Mr J. Rubin, Esq., Alexandra. In choice terms, no extras, of £12 per quarter. Half quarter, 1st November to 22nd December.—Captain Hearne, Head Teacher, Alexandra, Waikato.	[912, 557, 1006, 732]
advertisement	[10, 1165, 153, 1251]
advert-title: J. McNICOL	[800, 307, 865, 320]
advert-body: FRIDAY, NOV. 16th. TABLEAUX CONCERT FAIRY PLAY, AND DANCE! Admission — Two Shillings; children half-price. For further particulars see posters.	[10, 1038, 153, 1076]
advertisement	[912, 419, 1006, 483]
advertisement	[461, 1288, 603, 1348]
